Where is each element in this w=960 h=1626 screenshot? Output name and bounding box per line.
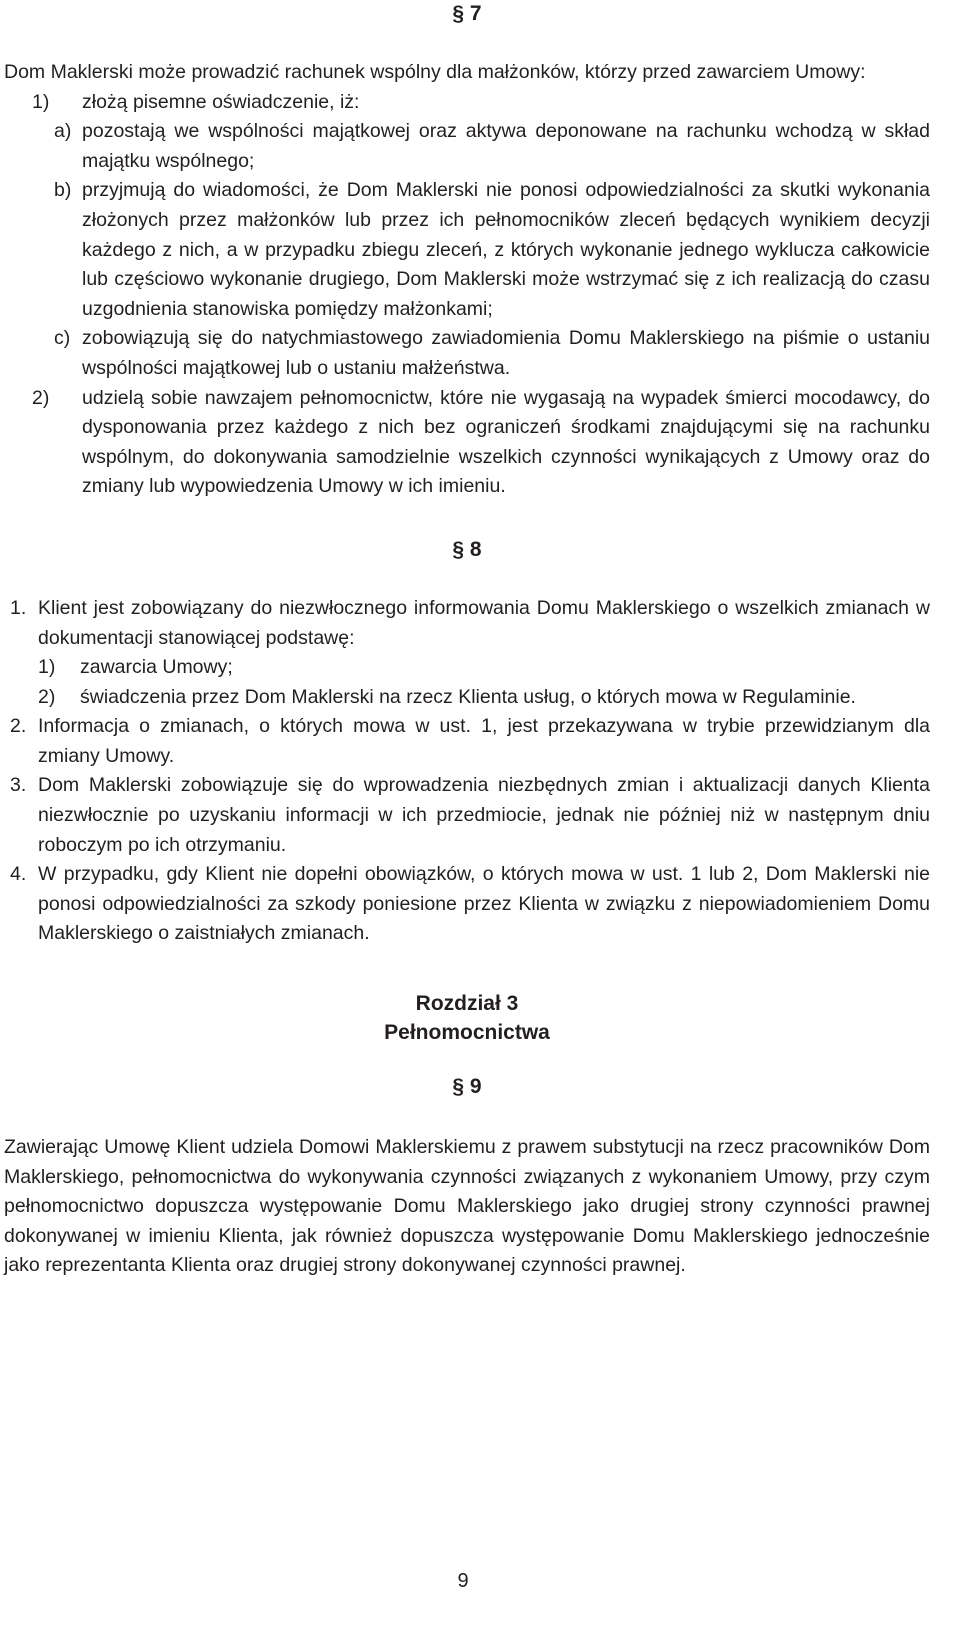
- s8-subpoint-2: [4, 683, 930, 713]
- s7-subitem-a: [4, 117, 930, 176]
- section-7-body: [4, 58, 930, 502]
- chapter-number: Rozdział 3: [415, 992, 519, 1016]
- s8-subpoint-1: [4, 653, 930, 683]
- subitem-text: zobowiązują się do natychmiastowego zawiadomienia Domu Maklerskiego na piśmie o ustaniu wspólności majątkowej lub o ustaniu małżeństwa.: [82, 327, 930, 379]
- s7-subitem-b: [4, 176, 930, 324]
- section-9-text: Zawierając Umowę Klient udziela Domowi Maklerskiemu z prawem substytucji na rzecz pracowników Dom Maklerskiego, pełnomocnictwa do wykonywania czynności związanych z wykonaniem Umowy, przy czym pełnomocnictwo dopuszcza występowanie Domu Maklerskiego jako drugiej strony czynności prawnej dokonywanej w imieniu Klienta, jak również dopuszcza występowanie Domu Maklerskiego jednocześnie jako reprezentanta Klienta oraz drugiej strony dokonywanej czynności prawnej.: [4, 1136, 930, 1277]
- point-text: Dom Maklerski zobowiązuje się do wprowadzenia niezbędnych zmian i aktualizacji danych Klienta niezwłocznie po uzyskaniu informacji w ich przedmiocie, jednak nie później niż w następnym dniu roboczym po ich otrzymaniu.: [38, 774, 930, 856]
- subitem-label: c): [54, 327, 71, 350]
- point-text: Klient jest zobowiązany do niezwłocznego informowania Domu Maklerskiego o wszelkich zmianach w dokumentacji stanowiącej podstawę:: [38, 596, 930, 649]
- document-page: [4, 0, 930, 1281]
- section-9-heading: § 9: [452, 1075, 482, 1099]
- s8-point-1: [4, 594, 930, 653]
- item-label: 2): [32, 386, 50, 409]
- point-label: 4.: [10, 863, 27, 886]
- subpoint-label: 1): [38, 656, 56, 679]
- chapter-heading: [4, 989, 930, 1047]
- point-text: Informacja o zmianach, o których mowa w ust. 1, jest przekazywana w trybie przewidzianym dla zmiany Umowy.: [38, 715, 930, 767]
- subpoint-label: 2): [38, 685, 56, 708]
- section-7-intro: Dom Maklerski może prowadzić rachunek wspólny dla małżonków, którzy przed zawarciem Umowy:: [4, 61, 866, 83]
- point-text: W przypadku, gdy Klient nie dopełni obowiązków, o których mowa w ust. 1 lub 2, Dom Maklerski nie ponosi odpowiedzialności za szkody poniesione przez Klienta w związku z niepowiadomieniem Domu Maklerskiego o zaistniałych zmianach.: [38, 863, 930, 945]
- point-label: 3.: [10, 774, 27, 797]
- s7-item-2: [4, 384, 930, 502]
- s8-point-2: [4, 712, 930, 771]
- section-8-body: [4, 594, 930, 949]
- section-8-heading: § 8: [452, 537, 482, 561]
- page-number: 9: [457, 1570, 469, 1592]
- s7-item-1: [4, 88, 930, 118]
- point-label: 2.: [10, 715, 27, 738]
- subpoint-text: zawarcia Umowy;: [80, 656, 233, 679]
- subitem-text: przyjmują do wiadomości, że Dom Maklerski nie ponosi odpowiedzialności za skutki wykonania złożonych przez małżonków lub przez ich pełnomocników zleceń będących wynikiem decyzji każdego z nich, a w przypadku zbiegu zleceń, z których wykonanie jednego wyklucza całkowicie lub częściowo wykonanie drugiego, Dom Maklerski może wstrzymać się z ich realizacją do czasu uzgodnienia stanowiska pomiędzy małżonkami;: [82, 179, 930, 320]
- point-label: 1.: [10, 596, 27, 619]
- s8-point-4: [4, 860, 930, 949]
- chapter-title: Pełnomocnictwa: [384, 1021, 550, 1045]
- section-7-heading: § 7: [452, 2, 482, 25]
- s7-subitem-c: [4, 324, 930, 383]
- subpoint-text: świadczenia przez Dom Maklerski na rzecz Klienta usług, o których mowa w Regulaminie.: [80, 685, 856, 708]
- subitem-label: a): [54, 120, 72, 143]
- item-text: udzielą sobie nawzajem pełnomocnictw, które nie wygasają na wypadek śmierci mocodawcy, do dysponowania przez każdego z nich bez ograniczeń środkami znajdującymi się na rachunku wspólnym, do dokonywania samodzielnie wszelkich czynności wynikających z Umowy oraz do zmiany lub wypowiedzenia Umowy w ich imieniu.: [82, 386, 930, 498]
- item-text: złożą pisemne oświadczenie, iż:: [82, 90, 360, 113]
- subitem-text: pozostają we wspólności majątkowej oraz aktywa deponowane na rachunku wchodzą w skład majątku wspólnego;: [82, 120, 930, 172]
- item-label: 1): [32, 90, 50, 113]
- s8-point-3: [4, 771, 930, 860]
- subitem-label: b): [54, 179, 72, 202]
